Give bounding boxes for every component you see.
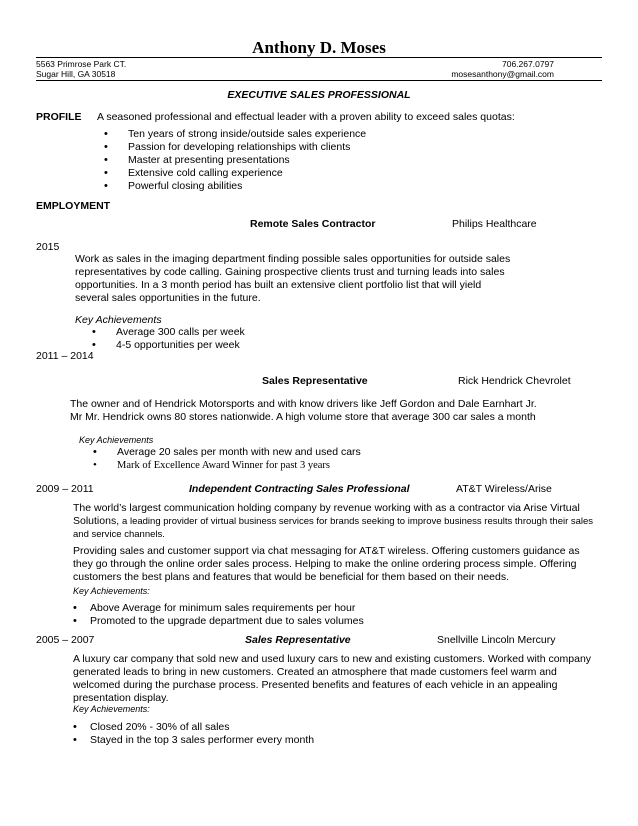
list-item: • Above Average for minimum sales requirements per hour: [73, 602, 364, 615]
list-item: • Closed 20% - 30% of all sales: [73, 721, 314, 734]
headline: EXECUTIVE SALES PROFESSIONAL: [227, 89, 411, 101]
achievements-list: [73, 721, 314, 747]
header-rule-top: [36, 57, 602, 58]
list-item: • Powerful closing abilities: [104, 180, 366, 193]
job-dates: 2011 – 2014: [36, 350, 94, 362]
phone-number: 706.267.0797: [502, 59, 554, 69]
list-item: • Passion for developing relationships with clients: [104, 141, 366, 154]
list-item: • Promoted to the upgrade department due to sales volumes: [73, 615, 364, 628]
description-main: The world’s largest communication holding company by revenue working with as a contractor via Arise Virtual Solutions,: [73, 502, 580, 527]
profile-label: PROFILE: [36, 111, 82, 123]
list-item: • 4-5 opportunities per week: [92, 339, 245, 352]
job-dates: 2009 – 2011: [36, 483, 94, 495]
job-title: Independent Contracting Sales Professional: [189, 483, 410, 495]
list-item: • Ten years of strong inside/outside sales experience: [104, 128, 366, 141]
employment-label: EMPLOYMENT: [36, 200, 111, 212]
job-dates: 2005 – 2007: [36, 634, 95, 646]
job-company: Snellville Lincoln Mercury: [437, 634, 556, 646]
address-line2: Sugar Hill, GA 30518: [36, 69, 116, 79]
email-address[interactable]: mosesanthony@gmail.com: [451, 69, 554, 79]
achievements-label: Key Achievements: [79, 435, 154, 445]
achievements-list: [92, 326, 245, 352]
address-line1: 5563 Primrose Park CT.: [36, 59, 127, 69]
profile-bullets: [104, 128, 366, 193]
achievements-list: [93, 446, 361, 472]
job-company: Rick Hendrick Chevrolet: [458, 375, 571, 387]
achievements-label: Key Achievements:: [73, 586, 150, 596]
list-item: • Stayed in the top 3 sales performer every month: [73, 734, 314, 747]
header-rule-bottom: [36, 80, 602, 81]
job-title: Sales Representative: [245, 634, 351, 646]
list-item: • Average 300 calls per week: [92, 326, 245, 339]
job-description: The owner and of Hendrick Motorsports and with know drivers like Jeff Gordon and Dale Earnhart Jr. Mr Mr. Hendrick owns 80 stores nationwide. A high volume store that average 300 car sales a month: [70, 398, 537, 423]
candidate-name: Anthony D. Moses: [252, 38, 386, 57]
achievements-label: Key Achievements:: [73, 704, 150, 714]
job-company: AT&T Wireless/Arise: [456, 483, 552, 495]
job-description-2: Providing sales and customer support via chat messaging for AT&T wireless. Offering customers guidance as they go through the online order sales process. Helping to make the online ordering process simple. Offering customers the best plans and features that would be beneficial for them based on their needs.: [73, 545, 580, 583]
job-company: Philips Healthcare: [452, 218, 537, 230]
job-description: A luxury car company that sold new and used luxury cars to new and existing customers. Worked with company generated leads to bring in new customers. Created an atmosphere that made customers feel warm and welcomed during the purchase process. Presented benefits and features of each vehicle in an appealing presentation display.: [73, 653, 592, 704]
list-item: • Master at presenting presentations: [104, 154, 366, 167]
profile-summary: A seasoned professional and effectual leader with a proven ability to exceed sales quotas:: [97, 111, 515, 123]
job-dates: 2015: [36, 241, 60, 253]
list-item: • Average 20 sales per month with new and used cars: [93, 446, 361, 459]
job-description: Work as sales in the imaging department finding possible sales opportunities for outside sales representatives by code calling. Gaining prospective clients trust and turning leads into sales opportunities. In a 3 month period has built an extensive client portfolio list that will yield several sales opportunities in the future.: [75, 253, 511, 304]
achievements-label: Key Achievements: [75, 314, 162, 326]
description-small: a leading provider of virtual business services for brands seeking to improve business results through their sales and service channels.: [73, 516, 594, 540]
job-title: Sales Representative: [262, 375, 368, 387]
list-item: • Mark of Excellence Award Winner for past 3 years: [93, 459, 361, 472]
job-title: Remote Sales Contractor: [250, 218, 376, 230]
achievements-list: [73, 602, 364, 628]
list-item: • Extensive cold calling experience: [104, 167, 366, 180]
job-description: [73, 502, 600, 541]
